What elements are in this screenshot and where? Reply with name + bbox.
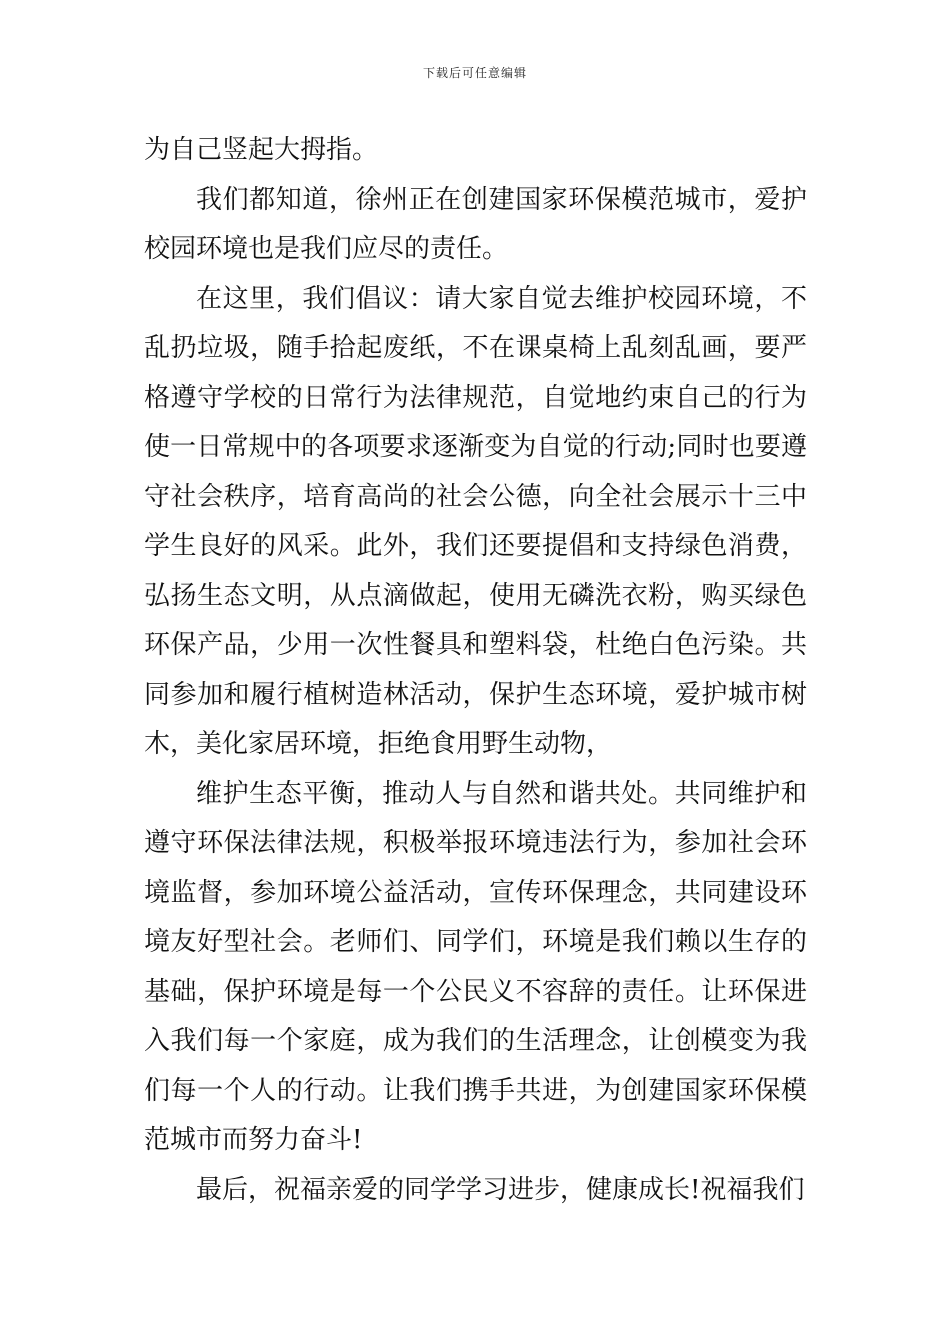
paragraph-3: 在这里，我们倡议：请大家自觉去维护校园环境，不乱扔垃圾，随手拾起废纸，不在课桌椅上乱刻乱画，要严格遵守学校的日常行为法律规范，自觉地约束自己的行为使一日常规中的各项要求逐渐变为自觉的行动;同时也要遵守社会秩序，培育高尚的社会公德，向全社会展示十三中学生良好的风采。此外，我们还要提倡和支持绿色消费，弘扬生态文明，从点滴做起，使用无磷洗衣粉，购买绿色环保产品，少用一次性餐具和塑料袋，杜绝白色污染。共同参加和履行植树造林活动，保护生态环境，爱护城市树木，美化家居环境，拒绝食用野生动物，	[144, 283, 807, 759]
paragraph-4: 维护生态平衡，推动人与自然和谐共处。共同维护和遵守环保法律法规，积极举报环境违法行为，参加社会环境监督，参加环境公益活动，宣传环保理念，共同建设环境友好型社会。老师们、同学们，环境是我们赖以生存的基础，保护环境是每一个公民义不容辞的责任。让环保进入我们每一个家庭，成为我们的生活理念，让创模变为我们每一个人的行动。让我们携手共进，为创建国家环保模范城市而努力奋斗!	[144, 778, 807, 1155]
header-note: 下载后可任意编辑	[422, 66, 527, 80]
document-body	[144, 126, 807, 1215]
paragraph-1: 为自己竖起大拇指。	[144, 135, 379, 165]
paragraph-2: 我们都知道，徐州正在创建国家环保模范城市，爱护校园环境也是我们应尽的责任。	[144, 184, 807, 264]
paragraph-5: 最后，祝福亲爱的同学学习进步，健康成长!祝福我们	[196, 1174, 805, 1205]
